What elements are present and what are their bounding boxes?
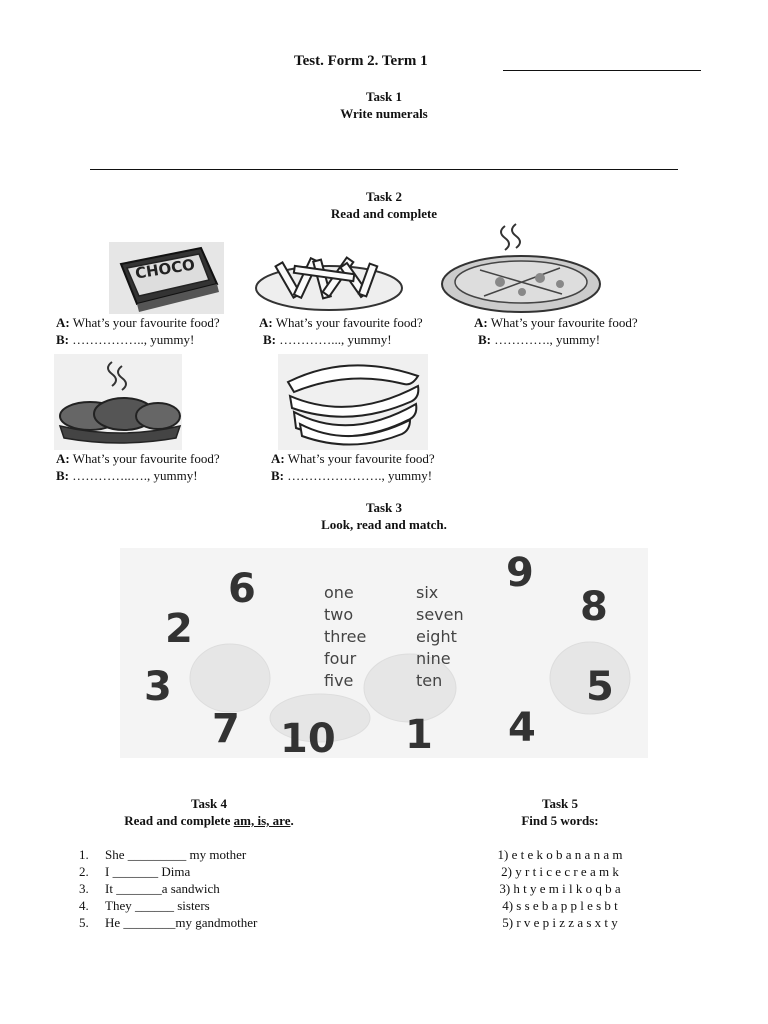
word-six[interactable]: six bbox=[416, 583, 439, 602]
task4-heading: Task 4 bbox=[190, 796, 228, 811]
list-item[interactable]: 4. They ______ sisters bbox=[79, 898, 210, 913]
word-eight[interactable]: eight bbox=[416, 627, 457, 646]
word-two[interactable]: two bbox=[324, 605, 354, 624]
word-four[interactable]: four bbox=[324, 649, 357, 668]
dialog-5-question: A: What’s your favourite food? bbox=[271, 451, 435, 466]
number-5[interactable]: 5 bbox=[586, 664, 614, 710]
pizza-picture bbox=[440, 218, 602, 314]
dialog-2-answer[interactable]: B: …………..., yummy! bbox=[263, 332, 392, 347]
dialog-5-answer[interactable]: B: …………………., yummy! bbox=[271, 468, 433, 483]
task5-heading: Task 5 bbox=[541, 796, 579, 811]
dialog-1-question: A: What’s your favourite food? bbox=[56, 315, 220, 330]
number-7[interactable]: 7 bbox=[212, 706, 240, 752]
task4-list bbox=[79, 846, 257, 931]
number-10[interactable]: 10 bbox=[280, 716, 336, 762]
dialog-2-question: A: What’s your favourite food? bbox=[259, 315, 423, 330]
bananas-picture bbox=[278, 354, 428, 450]
words-left bbox=[324, 582, 366, 692]
task5-instruction: Find 5 words: bbox=[521, 813, 599, 828]
list-item[interactable]: 3. It _______a sandwich bbox=[79, 881, 220, 896]
name-line[interactable] bbox=[503, 70, 701, 71]
task5-list bbox=[480, 846, 640, 931]
list-item[interactable]: 3) h t y e m i l k o q b a bbox=[499, 881, 621, 896]
number-8[interactable]: 8 bbox=[580, 584, 608, 630]
dialog-3-answer[interactable]: B: …………., yummy! bbox=[478, 332, 601, 347]
number-9[interactable]: 9 bbox=[506, 550, 534, 596]
task3-heading: Task 3 bbox=[365, 500, 403, 515]
dialog-4-answer[interactable]: B: …………..…., yummy! bbox=[56, 468, 198, 483]
list-item[interactable]: 5. He ________my gandmother bbox=[79, 915, 258, 930]
number-3[interactable]: 3 bbox=[144, 664, 172, 710]
choco-label: CHOCO bbox=[133, 255, 197, 283]
list-item[interactable]: 2. I _______ Dima bbox=[79, 864, 191, 879]
list-item[interactable]: 2) y r t i c e c r e a m k bbox=[501, 864, 619, 879]
list-item[interactable]: 1. She _________ my mother bbox=[79, 847, 247, 862]
word-seven[interactable]: seven bbox=[416, 605, 464, 624]
words-right bbox=[416, 582, 464, 692]
word-nine[interactable]: nine bbox=[416, 649, 451, 668]
match-picture bbox=[120, 548, 648, 762]
list-item[interactable]: 1) e t e k o b a n a n a m bbox=[497, 847, 623, 862]
number-4[interactable]: 4 bbox=[508, 705, 536, 751]
list-item[interactable]: 5) r v e p i z z a s x t y bbox=[502, 915, 618, 930]
task1-instruction: Write numerals bbox=[340, 106, 428, 121]
task1-heading: Task 1 bbox=[365, 89, 403, 104]
dialog-1-answer[interactable]: B: …………….., yummy! bbox=[56, 332, 195, 347]
word-one[interactable]: one bbox=[324, 583, 354, 602]
page-title: Test. Form 2. Term 1 bbox=[294, 53, 428, 69]
list-item[interactable]: 4) s s e b a p p l e s b t bbox=[502, 898, 618, 913]
word-three[interactable]: three bbox=[324, 627, 367, 646]
word-five[interactable]: five bbox=[324, 671, 354, 690]
word-ten[interactable]: ten bbox=[416, 671, 443, 690]
number-2[interactable]: 2 bbox=[165, 606, 193, 652]
chips-picture bbox=[254, 250, 404, 312]
task2-instruction: Read and complete bbox=[330, 206, 438, 221]
task4-instruction: Read and complete am, is, are. bbox=[124, 813, 294, 828]
task3-instruction: Look, read and match. bbox=[321, 517, 447, 532]
dialog-4-question: A: What’s your favourite food? bbox=[56, 451, 220, 466]
chocolate-picture bbox=[109, 242, 224, 314]
task2-heading: Task 2 bbox=[365, 189, 403, 204]
burgers-picture bbox=[54, 354, 182, 450]
numerals-answer-line[interactable] bbox=[90, 169, 678, 170]
number-6[interactable]: 6 bbox=[228, 566, 256, 612]
dialog-3-question: A: What’s your favourite food? bbox=[474, 315, 638, 330]
number-1[interactable]: 1 bbox=[405, 712, 433, 758]
